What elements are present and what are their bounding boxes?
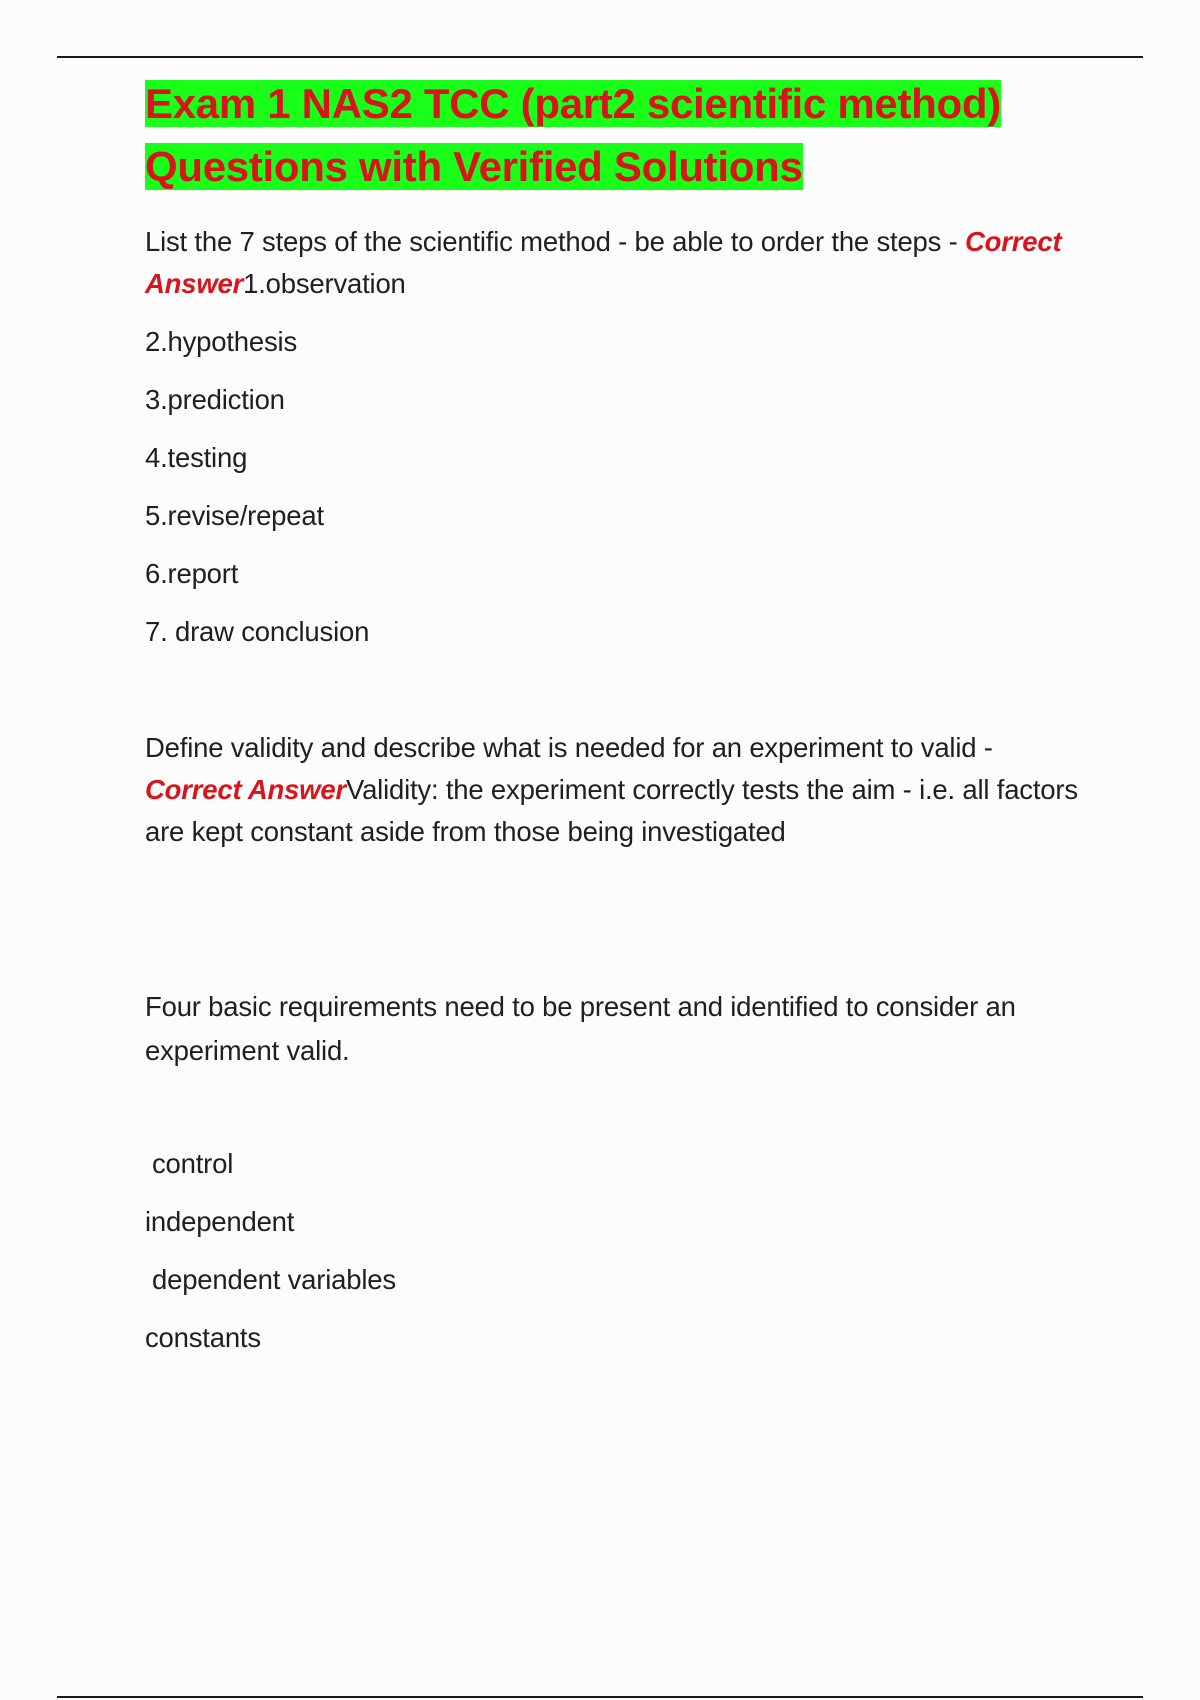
- requirement-item: control: [152, 1148, 234, 1179]
- answer-1-step: 2.hypothesis: [145, 326, 298, 357]
- question-2-text: Define validity and describe what is needed for an experiment to valid -: [145, 732, 993, 763]
- requirement-item: independent: [145, 1206, 295, 1237]
- question-1: [145, 221, 1095, 305]
- top-rule: [57, 56, 1143, 58]
- answer-2-text: Validity: the experiment correctly tests the aim - i.e. all factors are kept constant aside from those being investigated: [145, 774, 1078, 847]
- question-1-text: List the 7 steps of the scientific method - be able to order the steps -: [145, 226, 966, 257]
- document-body: [145, 72, 1095, 1359]
- document-title: [145, 72, 1095, 198]
- answer-1-step: 7. draw conclusion: [145, 616, 370, 647]
- title-highlight: Exam 1 NAS2 TCC (part2 scientific method) Questions with Verified Solutions: [145, 80, 1001, 190]
- bottom-rule: [57, 1696, 1143, 1698]
- answer-1-step: 4.testing: [145, 442, 248, 473]
- correct-answer-tag: Correct Answer: [145, 226, 1062, 299]
- requirement-item: constants: [145, 1322, 261, 1353]
- requirement-item: dependent variables: [152, 1264, 396, 1295]
- requirements-intro: Four basic requirements need to be present and identified to consider an experiment valid.: [145, 991, 1016, 1066]
- correct-answer-tag: Correct Answer: [145, 774, 346, 805]
- answer-1-first-step: 1.observation: [243, 268, 406, 299]
- answer-1-step: 3.prediction: [145, 384, 285, 415]
- question-2: [145, 727, 1095, 853]
- answer-1-step: 6.report: [145, 558, 239, 589]
- answer-1-step: 5.revise/repeat: [145, 500, 324, 531]
